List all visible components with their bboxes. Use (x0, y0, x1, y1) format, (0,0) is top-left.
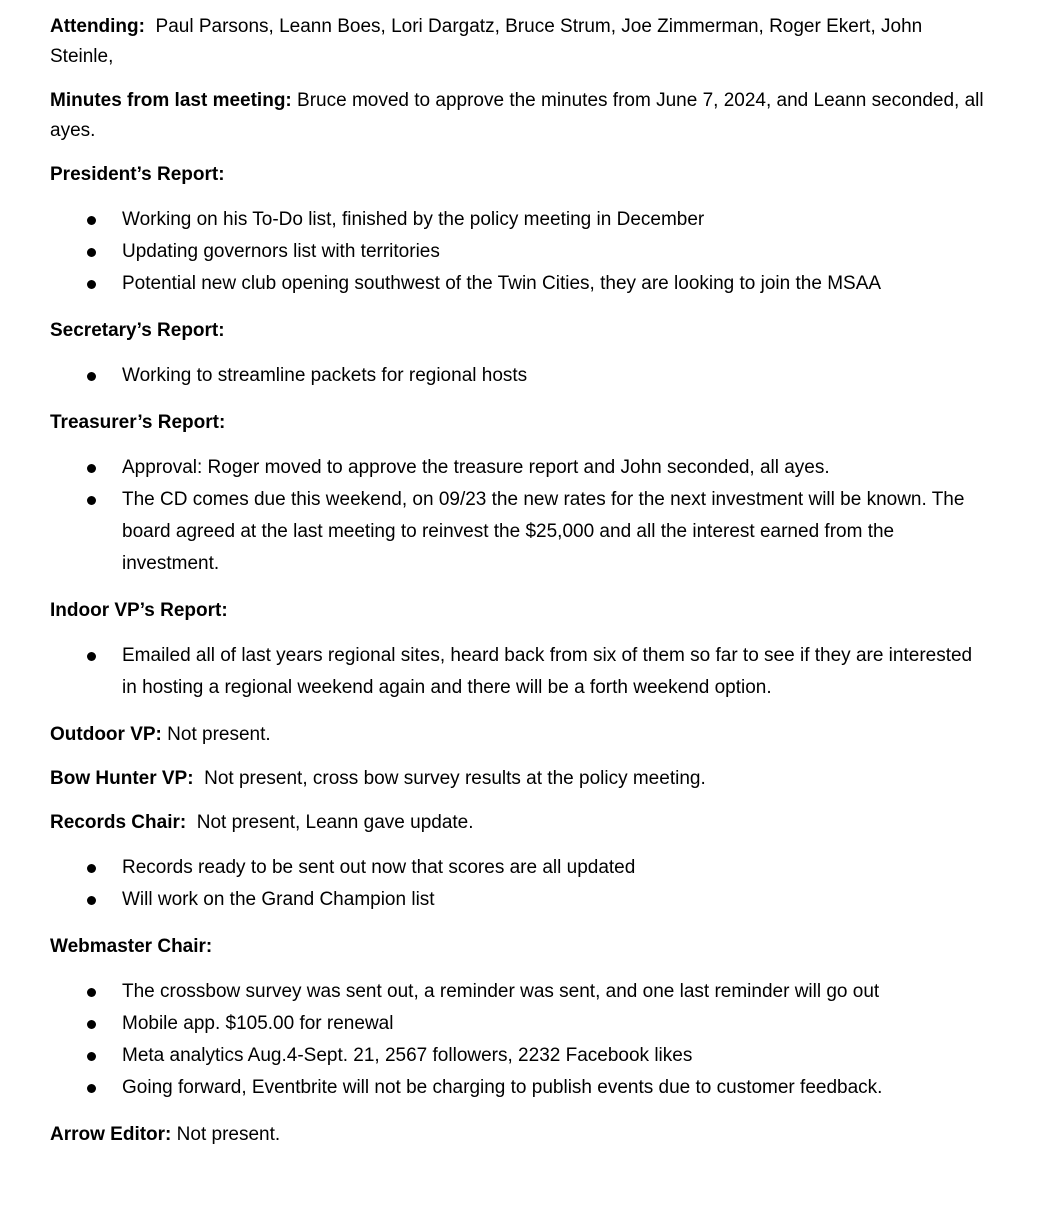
bow-hunter-vp-label: Bow Hunter VP: (50, 768, 194, 789)
list-item-text: Potential new club opening southwest of the Twin Cities, they are looking to join the MSAA (122, 273, 882, 294)
minutes-paragraph (50, 86, 989, 146)
bullet-icon (87, 248, 96, 257)
list-item (50, 976, 986, 1008)
list-item-text: Working to streamline packets for regional hosts (122, 365, 528, 386)
bow-hunter-vp-text: Not present, cross bow survey results at the policy meeting. (193, 768, 706, 789)
list-item-text: Records ready to be sent out now that scores are all updated (122, 857, 636, 878)
minutes-text: Bruce moved to approve the minutes from June 7, 2024, and Leann seconded, all ayes. (50, 90, 989, 141)
bullet-icon (87, 496, 96, 505)
outdoor-vp-text: Not present. (161, 724, 271, 745)
list-item (50, 852, 986, 884)
bullet-icon (87, 988, 96, 997)
bullet-icon (87, 1052, 96, 1061)
records-chair-paragraph (50, 808, 986, 838)
list-item-text: Going forward, Eventbrite will not be charging to publish events due to customer feedback. (122, 1077, 883, 1098)
list-item-text: The crossbow survey was sent out, a reminder was sent, and one last reminder will go out (122, 981, 880, 1002)
arrow-editor-text: Not present. (171, 1124, 281, 1145)
list-item-text: Mobile app. $105.00 for renewal (122, 1013, 394, 1034)
indoor-vp-report-list (50, 640, 986, 704)
bow-hunter-vp-paragraph (50, 764, 986, 794)
records-chair-list (50, 852, 986, 916)
list-item (50, 360, 986, 392)
list-item-text: Updating governors list with territories (122, 241, 440, 262)
list-item-text: Will work on the Grand Champion list (122, 889, 435, 910)
bullet-icon (87, 864, 96, 873)
treasurer-report-label: Treasurer’s Report: (50, 412, 226, 433)
list-item-text: The CD comes due this weekend, on 09/23 the new rates for the next investment will be known. The board agreed at the last meeting to reinvest the $25,000 and all the interest earned from the investment. (122, 489, 965, 574)
list-item (50, 1008, 986, 1040)
list-item (50, 236, 986, 268)
minutes-label: Minutes from last meeting: (50, 90, 292, 111)
outdoor-vp-label: Outdoor VP: (50, 724, 162, 745)
bullet-icon (87, 216, 96, 225)
secretary-report-label: Secretary’s Report: (50, 320, 225, 341)
records-chair-text: Not present, Leann gave update. (186, 812, 474, 833)
attending-paragraph (50, 12, 986, 72)
secretary-report-heading (50, 316, 986, 346)
list-item (50, 1072, 986, 1104)
list-item-text: Emailed all of last years regional sites, heard back from six of them so far to see if they are interested in hosting a regional weekend again and there will be a forth weekend option. (122, 645, 973, 698)
bullet-icon (87, 280, 96, 289)
list-item (50, 268, 986, 300)
indoor-vp-report-heading (50, 596, 986, 626)
list-item (50, 204, 986, 236)
attending-text: Paul Parsons, Leann Boes, Lori Dargatz, Bruce Strum, Joe Zimmerman, Roger Ekert, John Steinle, (50, 16, 928, 67)
president-report-heading (50, 160, 986, 190)
bullet-icon (87, 1084, 96, 1093)
outdoor-vp-paragraph (50, 720, 986, 750)
arrow-editor-label: Arrow Editor: (50, 1124, 172, 1145)
bullet-icon (87, 464, 96, 473)
list-item (50, 640, 986, 704)
bullet-icon (87, 372, 96, 381)
bullet-icon (87, 652, 96, 661)
attending-label: Attending: (50, 16, 145, 37)
webmaster-chair-label: Webmaster Chair: (50, 936, 213, 957)
records-chair-label: Records Chair: (50, 812, 187, 833)
treasurer-report-list (50, 452, 986, 580)
president-report-label: President’s Report: (50, 164, 225, 185)
list-item (50, 452, 986, 484)
list-item-text: Working on his To-Do list, finished by the policy meeting in December (122, 209, 705, 230)
treasurer-report-heading (50, 408, 986, 438)
secretary-report-list (50, 360, 986, 392)
list-item (50, 484, 986, 580)
list-item-text: Approval: Roger moved to approve the treasure report and John seconded, all ayes. (122, 457, 830, 478)
list-item (50, 1040, 986, 1072)
webmaster-chair-heading (50, 932, 986, 962)
webmaster-chair-list (50, 976, 986, 1104)
bullet-icon (87, 896, 96, 905)
arrow-editor-paragraph (50, 1120, 986, 1150)
list-item (50, 884, 986, 916)
list-item-text: Meta analytics Aug.4-Sept. 21, 2567 followers, 2232 Facebook likes (122, 1045, 693, 1066)
bullet-icon (87, 1020, 96, 1029)
president-report-list (50, 204, 986, 300)
indoor-vp-report-label: Indoor VP’s Report: (50, 600, 228, 621)
